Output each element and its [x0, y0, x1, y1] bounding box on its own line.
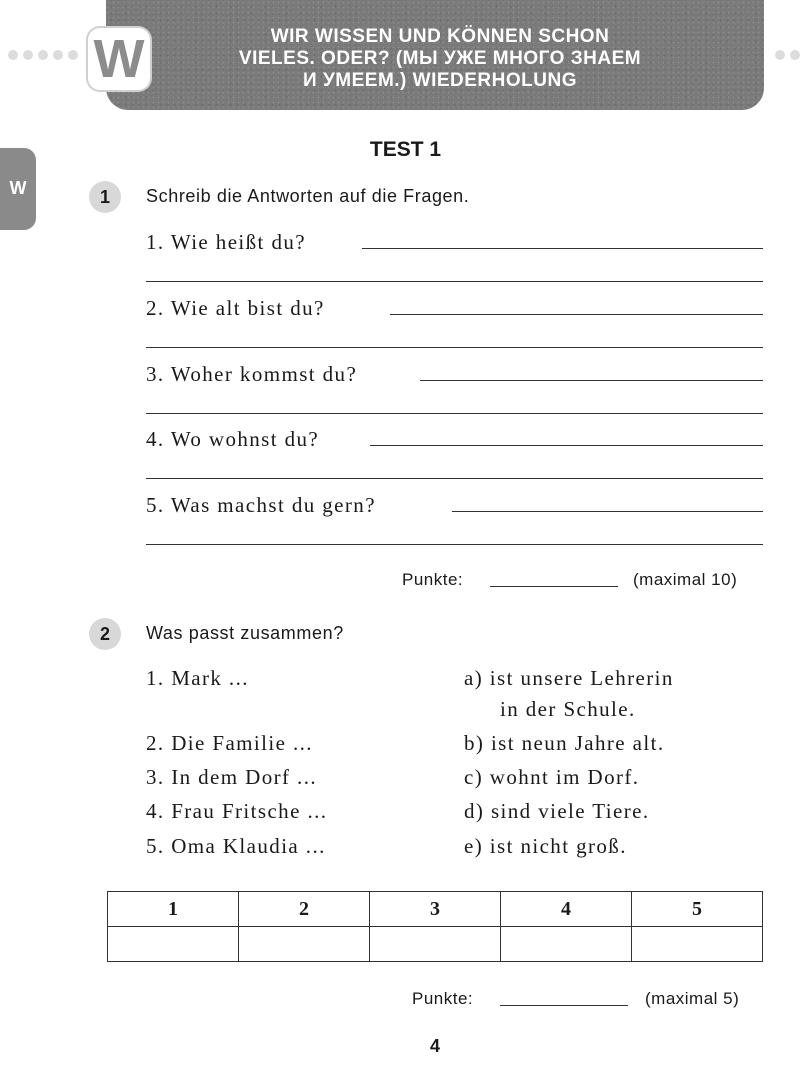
task2-points-line[interactable]: [500, 1005, 628, 1006]
answer-table-header-5: 5: [632, 892, 763, 927]
side-tab: W: [0, 148, 36, 230]
task2-points-label: Punkte:: [412, 989, 474, 1008]
decorative-dots-right: [775, 50, 800, 60]
task2-points-max: (maximal 5): [645, 989, 740, 1008]
decorative-dots-left: [8, 50, 78, 60]
answer-line-1b[interactable]: [146, 281, 763, 282]
match-left-3: 3. In dem Dorf ...: [146, 765, 318, 789]
header-title-line3: И УМЕЕМ.) WIEDERHOLUNG: [303, 70, 577, 91]
answer-table-header-4: 4: [501, 892, 632, 927]
answer-table: [107, 891, 763, 962]
answer-table-header-2: 2: [239, 892, 370, 927]
match-left-5: 5. Oma Klaudia ...: [146, 834, 326, 858]
task1-points-max: (maximal 10): [633, 570, 738, 589]
header-title-line2: VIELES. ODER? (МЫ УЖЕ МНОГО ЗНАЕМ: [238, 48, 642, 69]
answer-line-4a[interactable]: [370, 445, 763, 446]
question-1: 1. Wie heißt du?: [146, 230, 306, 254]
question-4: 4. Wo wohnst du?: [146, 427, 320, 451]
header-title: [170, 26, 710, 92]
answer-line-4b[interactable]: [146, 478, 763, 479]
answer-cell-2[interactable]: [239, 927, 370, 962]
task2-number: 2: [89, 618, 121, 650]
answer-cell-1[interactable]: [108, 927, 239, 962]
test-title: TEST 1: [369, 138, 442, 161]
answer-line-3a[interactable]: [420, 380, 763, 381]
page-number: 4: [429, 1036, 440, 1056]
answer-line-2b[interactable]: [146, 347, 763, 348]
answer-line-3b[interactable]: [146, 413, 763, 414]
header-badge-letter: W: [88, 28, 150, 90]
task2-instruction: Was passt zusammen?: [146, 623, 344, 643]
answer-table-input-row: [108, 927, 763, 962]
answer-cell-4[interactable]: [501, 927, 632, 962]
answer-line-1a[interactable]: [362, 248, 763, 249]
answer-cell-5[interactable]: [632, 927, 763, 962]
match-right-a-cont: in der Schule.: [500, 697, 636, 721]
answer-table-header-row: [108, 892, 763, 927]
question-5: 5. Was machst du gern?: [146, 493, 376, 517]
question-2: 2. Wie alt bist du?: [146, 296, 325, 320]
match-left-4: 4. Frau Fritsche ...: [146, 799, 328, 823]
task1-points-line[interactable]: [490, 586, 618, 587]
task1-instruction: Schreib die Antworten auf die Fragen.: [146, 186, 470, 206]
task1-number: 1: [89, 181, 121, 213]
match-right-d: d) sind viele Tiere.: [464, 799, 650, 823]
answer-table-header-1: 1: [108, 892, 239, 927]
header-title-line1: WIR WISSEN UND KÖNNEN SCHON: [270, 26, 610, 47]
match-right-e: e) ist nicht groß.: [464, 834, 627, 858]
task1-points-label: Punkte:: [402, 570, 464, 589]
answer-cell-3[interactable]: [370, 927, 501, 962]
match-right-b: b) ist neun Jahre alt.: [464, 731, 665, 755]
question-3: 3. Woher kommst du?: [146, 362, 358, 386]
match-left-2: 2. Die Familie ...: [146, 731, 313, 755]
match-right-c: c) wohnt im Dorf.: [464, 765, 640, 789]
answer-line-5b[interactable]: [146, 544, 763, 545]
answer-table-header-3: 3: [370, 892, 501, 927]
answer-line-5a[interactable]: [452, 511, 763, 512]
match-right-a: a) ist unsere Lehrerin: [464, 666, 674, 690]
match-left-1: 1. Mark ...: [146, 666, 249, 690]
answer-line-2a[interactable]: [390, 314, 763, 315]
